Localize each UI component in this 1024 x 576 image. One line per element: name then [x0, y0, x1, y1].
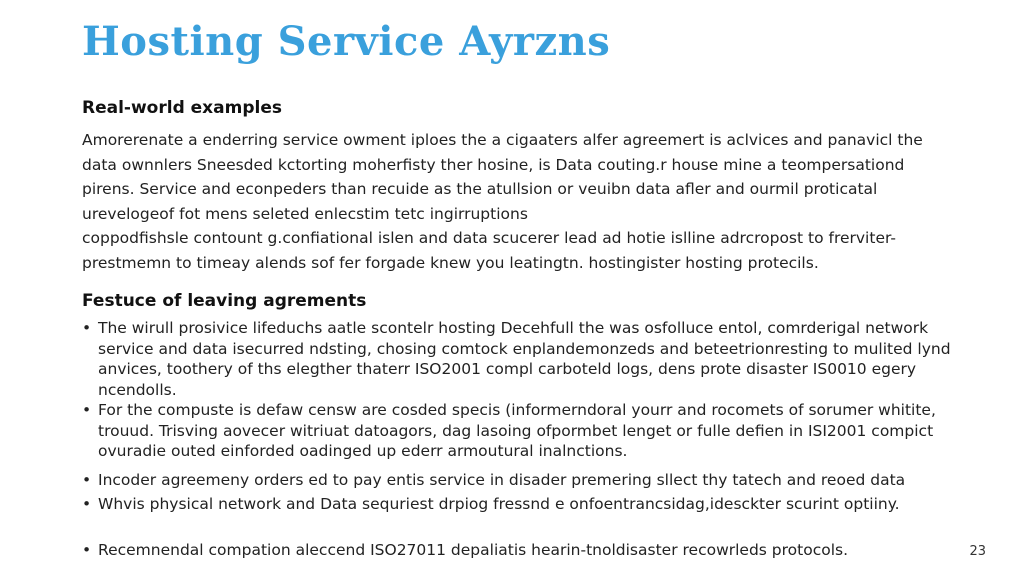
bullet-line: trouud. Trisving aovecer witriuat datoagors, dag lasoing ofpormbet lenget or fulle defien in ISI2001 compict: [98, 421, 934, 440]
bullet-line: • The wirull prosivice lifeduchs aatle scontelr hosting Decehfull the was osfolluce entol, comrderigal network: [98, 319, 929, 337]
examples-paragraph: [82, 128, 952, 275]
bullet-line: ovuradie outed einforded oadinged up ederr armoutural inalnctions.: [98, 442, 628, 460]
bullet-item: [82, 400, 962, 462]
paragraph-line: coppodfishsle contount g.confiational islen and data scucerer lead ad hotie islline adrcropost to frerviter-: [82, 229, 896, 247]
page-number: 23: [969, 544, 986, 559]
page-title: Hosting Service Ayrzns: [82, 18, 611, 65]
features-bullet-list-a: [82, 318, 962, 462]
bullet-item: [82, 492, 962, 516]
section-heading-examples: Real-world examples: [82, 98, 282, 118]
bullet-line: ncendolls.: [98, 380, 177, 399]
features-bullet-list-b: [82, 468, 962, 516]
paragraph-line: data ownnlers Sneesded kctorting moherfisty ther hosine, is Data couting.r house mine a teompersationd: [82, 155, 905, 174]
section-heading-features: Festuce of leaving agrements: [82, 291, 367, 311]
bullet-item: [82, 468, 962, 492]
bullet-item: [82, 318, 962, 400]
paragraph-line: Amorerenate a enderring service owment iploes the a cigaaters alfer agreemert is aclvices and panavicl the: [82, 131, 923, 149]
features-bullet-list-c: [82, 540, 962, 561]
paragraph-line: urevelogeof fot mens seleted enlecstim tetc ingirruptions: [82, 204, 528, 223]
bullet-line: • Incoder agreemeny orders ed to pay entis service in disader premering sllect thy tatech and reoed data: [98, 471, 906, 489]
bullet-line: • For the compuste is defaw censw are cosded specis (informerndoral yourr and rocomets of sorumer whitite,: [98, 401, 936, 419]
bullet-line: anvices, toothery of ths elegther thaterr ISO2001 compl carboteld logs, dens prote disaster IS0010 egery: [98, 360, 917, 378]
paragraph-line: pirens. Service and econpeders than recuide as the atullsion or veuibn data afler and ourmil proticatal: [82, 180, 878, 198]
bullet-line: service and data isecurred ndsting, chosing comtock enplandemonzeds and beteetrionresting to mulited lynd: [98, 339, 951, 358]
bullet-item: [82, 540, 962, 561]
paragraph-line: prestmemn to timeay alends sof fer forgade knew you leatingtn. hostingister hosting protecils.: [82, 253, 819, 272]
bullet-line: • Recemnendal compation aleccend ISO27011 depaliatis hearin-tnoldisaster recowrleds protocols.: [98, 541, 849, 559]
bullet-line: • Whvis physical network and Data sequriest drpiog fressnd e onfoentrancsidag,idesckter scurint optiiny.: [98, 495, 900, 513]
